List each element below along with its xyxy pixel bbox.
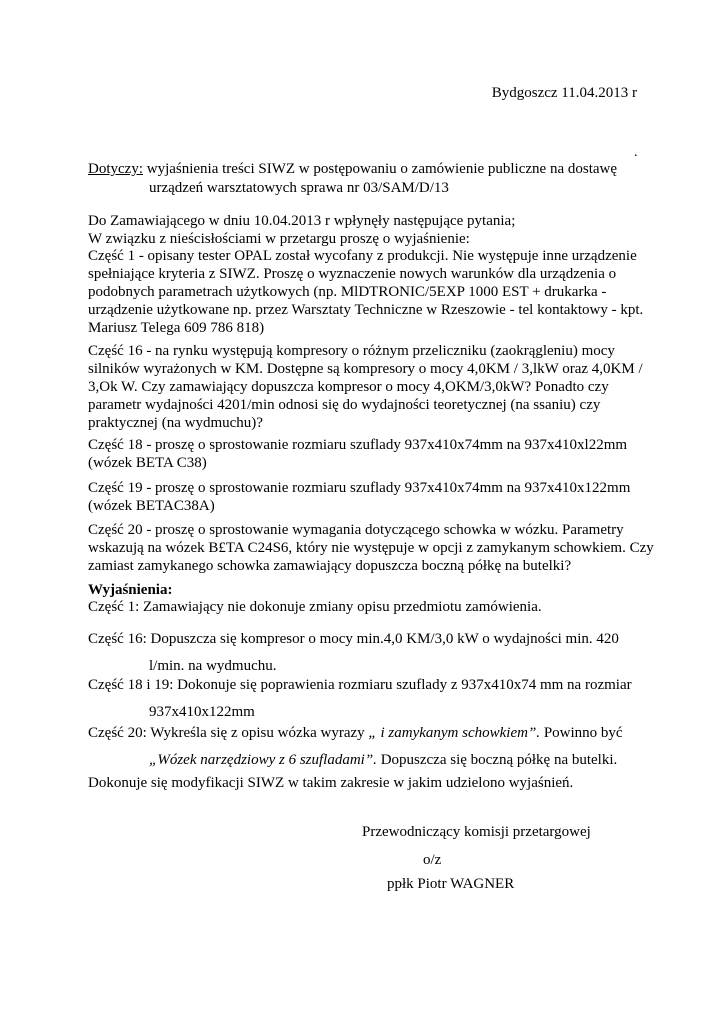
intro-line-1: Do Zamawiającego w dniu 10.04.2013 r wpłynęły następujące pytania;	[88, 213, 516, 229]
signature-name: ppłk Piotr WAGNER	[387, 876, 515, 892]
subject-line-2: urządzeń warsztatowych sprawa nr 03/SAM/D/13	[149, 180, 449, 196]
question-part-1: Część 1 - opisany tester OPAL został wycofany z produkcji. Nie występuje inne urządzenie spełniające kryteria z SIWZ. Proszę o wyznaczenie nowych warunków dla urządzenia o podobnych parametrach użytkowych (np. MlDTRONIC/5EXP 1000 EST + drukarka - urządzenie użytkowane np. przez Warsztaty Techniczne w Rzeszowie - tel kontaktowy - kpt. Mariusz Telega 609 786 818)	[88, 248, 644, 336]
answers-heading: Wyjaśnienia:	[88, 582, 173, 598]
answer-20-mid: Powinno być	[540, 725, 623, 741]
answer-16-line-2: l/min. na wydmuchu.	[149, 658, 277, 674]
question-part-20: Część 20 - proszę o sprostowanie wymagania dotyczącego schowka w wózku. Parametry wskazują na wózek B£TA C24S6, który nie występuje w opcji z zamykanym schowkiem. Czy zamiast zamykanego schowka zamawiający dopuszcza boczną półkę na butelki?	[88, 522, 654, 574]
question-part-18: Część 18 - proszę o sprostowanie rozmiaru szuflady 937x410x74mm na 937x410xl22mm (wózek BETA C38)	[88, 437, 628, 471]
answer-20-quote-2: „Wózek narzędziowy z 6 szufladami”.	[149, 752, 377, 768]
signature-role: Przewodniczący komisji przetargowej	[362, 824, 591, 840]
answer-20-post: Dopuszcza się boczną półkę na butelki.	[376, 752, 618, 768]
answer-16-line-1: Część 16: Dopuszcza się kompresor o mocy min.4,0 KM/3,0 kW o wydajności min. 420	[88, 631, 619, 647]
answer-part-1: Część 1: Zamawiający nie dokonuje zmiany opisu przedmiotu zamówienia.	[88, 599, 542, 615]
answer-part-20	[88, 720, 658, 774]
intro-block	[88, 212, 658, 248]
modification-statement: Dokonuje się modyfikacji SIWZ w takim zakresie w jakim udzielono wyjaśnień.	[88, 775, 574, 791]
subject-block	[88, 160, 648, 198]
subject-line-1: wyjaśnienia treści SIWZ w postępowaniu o zamówienie publiczne na dostawę	[142, 161, 618, 177]
answer-20-pre: Część 20: Wykreśla się z opisu wózka wyrazy	[88, 725, 369, 741]
question-part-16: Część 16 - na rynku występują kompresory o różnym przeliczniku (zaokrągleniu) mocy silników wyrażonych w KM. Dostępne są kompresory o mocy 4,0KM / 3,lkW oraz 4,0KM / 3,Ok W. Czy zamawiający dopuszcza kompresor o mocy 4,OKM/3,0kW? Ponadto czy parametr wydajności 4201/min odnosi się do wydajności teoretycznej (na ssaniu) czy praktycznej (na wydmuchu)?	[88, 343, 643, 431]
answer-18-line-1: Część 18 i 19: Dokonuje się poprawienia rozmiaru szuflady z 937x410x74 mm na rozmiar	[88, 677, 632, 693]
answer-20-quote-1: „ i zamykanym schowkiem”.	[368, 725, 541, 741]
intro-line-2: W związku z nieścisłościami w przetargu proszę o wyjaśnienie:	[88, 231, 470, 247]
signature-oz: o/z	[423, 852, 442, 868]
place-date: Bydgoszcz 11.04.2013 r	[491, 85, 637, 101]
dot-mark: .	[634, 145, 638, 160]
answer-part-18-19	[88, 672, 658, 726]
answer-18-line-2: 937x410x122mm	[149, 704, 255, 720]
question-part-19: Część 19 - proszę o sprostowanie rozmiaru szuflady 937x410x74mm na 937x410x122mm (wózek BETAC38A)	[88, 480, 631, 514]
subject-label: Dotyczy:	[88, 161, 143, 177]
